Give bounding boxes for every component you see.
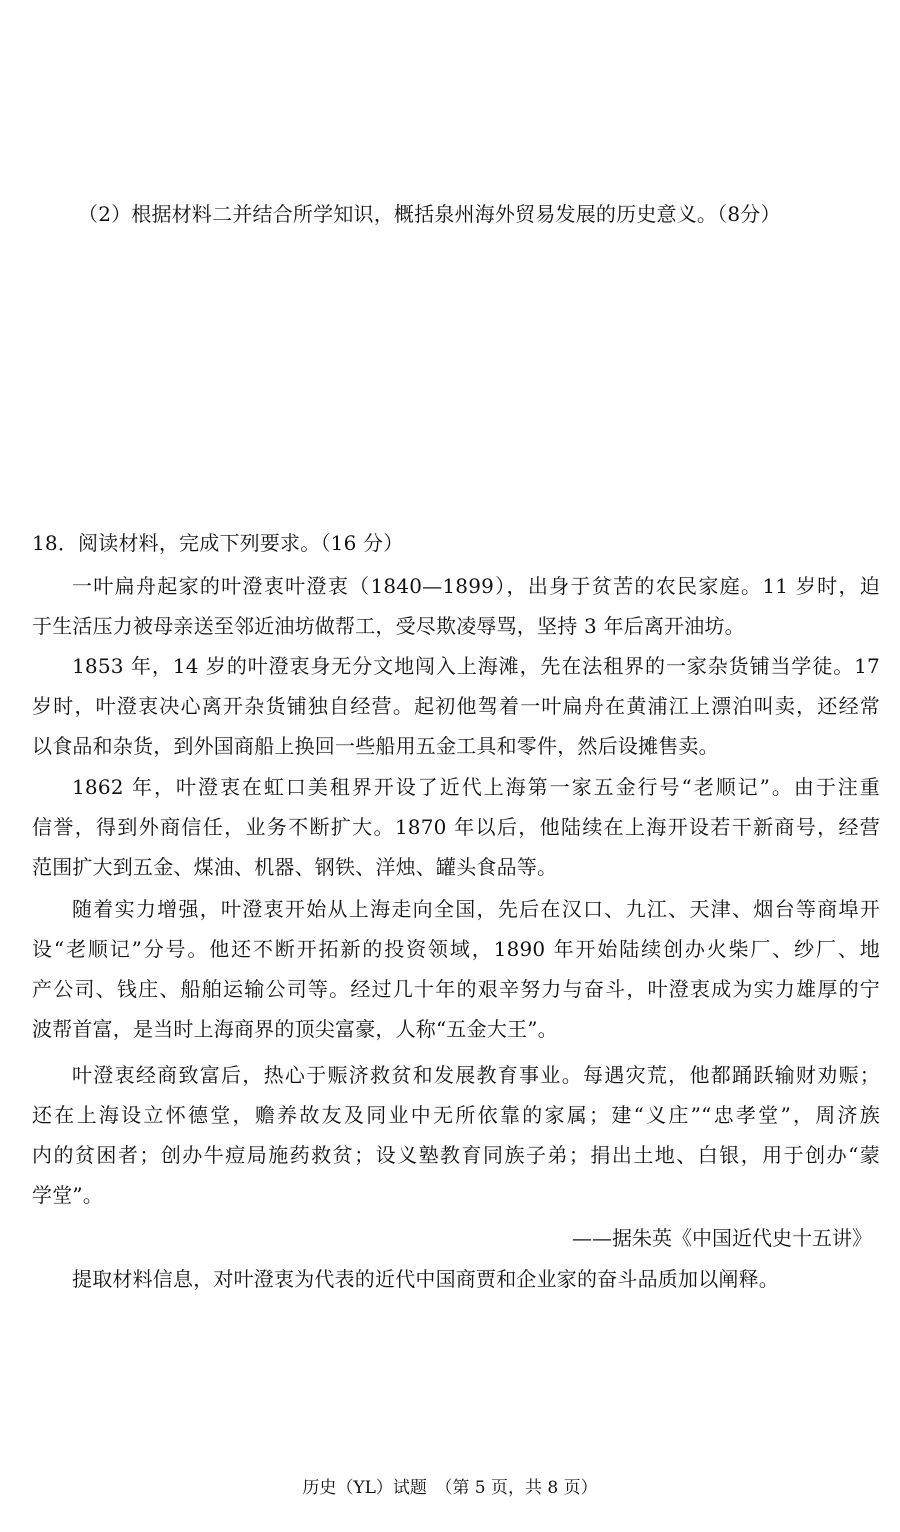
material-line: 岁时，叶澄衷决心离开杂货铺独自经营。起初他驾着一叶扁舟在黄浦江上漂泊叫卖，还经常: [32, 694, 880, 718]
material-line: 1862 年，叶澄衷在虹口美租界开设了近代上海第一家五金行号“老顺记”。由于注重: [72, 775, 880, 799]
question-18-heading: 18．阅读材料，完成下列要求。（16 分）: [32, 531, 404, 555]
material-line: 于生活压力被母亲送至邻近油坊做帮工，受尽欺凌辱骂，坚持 3 年后离开油坊。: [32, 614, 745, 638]
question-18-task: 提取材料信息，对叶澄衷为代表的近代中国商贾和企业家的奋斗品质加以阐释。: [72, 1267, 779, 1291]
material-source: ——据朱英《中国近代史十五讲》: [572, 1226, 872, 1250]
material-line: 设“老顺记”分号。他还不断开拓新的投资领域，1890 年开始陆续创办火柴厂、纱厂、地: [32, 937, 880, 961]
material-line: 信誉，得到外商信任，业务不断扩大。1870 年以后，他陆续在上海开设若干新商号，经营: [32, 815, 880, 839]
material-line: 还在上海设立怀德堂，赡养故友及同业中无所依靠的家属；建“义庄”“忠孝堂”，周济族: [32, 1103, 880, 1127]
material-line: 波帮首富，是当时上海商界的顶尖富豪，人称“五金大王”。: [32, 1017, 558, 1041]
material-line: 产公司、钱庄、船舶运输公司等。经过几十年的艰辛努力与奋斗，叶澄衷成为实力雄厚的宁: [32, 977, 880, 1001]
material-line: 叶澄衷经商致富后，热心于赈济救贫和发展教育事业。每遇灾荒，他都踊跃输财劝赈；: [72, 1063, 880, 1087]
material-line: 1853 年，14 岁的叶澄衷身无分文地闯入上海滩，先在法租界的一家杂货铺当学徒。17: [72, 654, 880, 678]
material-line: 随着实力增强，叶澄衷开始从上海走向全国，先后在汉口、九江、天津、烟台等商埠开: [72, 897, 880, 921]
page-footer: 历史（YL）试题 （第 5 页，共 8 页）: [302, 1478, 598, 1498]
material-line: 一叶扁舟起家的叶澄衷叶澄衷（1840—1899），出身于贫苦的农民家庭。11 岁时，迫: [72, 574, 880, 598]
question-2-prompt: （2）根据材料二并结合所学知识，概括泉州海外贸易发展的历史意义。（8分）: [78, 202, 781, 226]
material-line: 内的贫困者；创办牛痘局施药救贫；设义塾教育同族子弟；捐出土地、白银，用于创办“蒙: [32, 1143, 880, 1167]
material-line: 学堂”。: [32, 1183, 104, 1207]
material-line: 以食品和杂货，到外国商船上换回一些船用五金工具和零件，然后设摊售卖。: [32, 734, 719, 758]
material-line: 范围扩大到五金、煤油、机器、钢铁、洋烛、罐头食品等。: [32, 855, 558, 879]
